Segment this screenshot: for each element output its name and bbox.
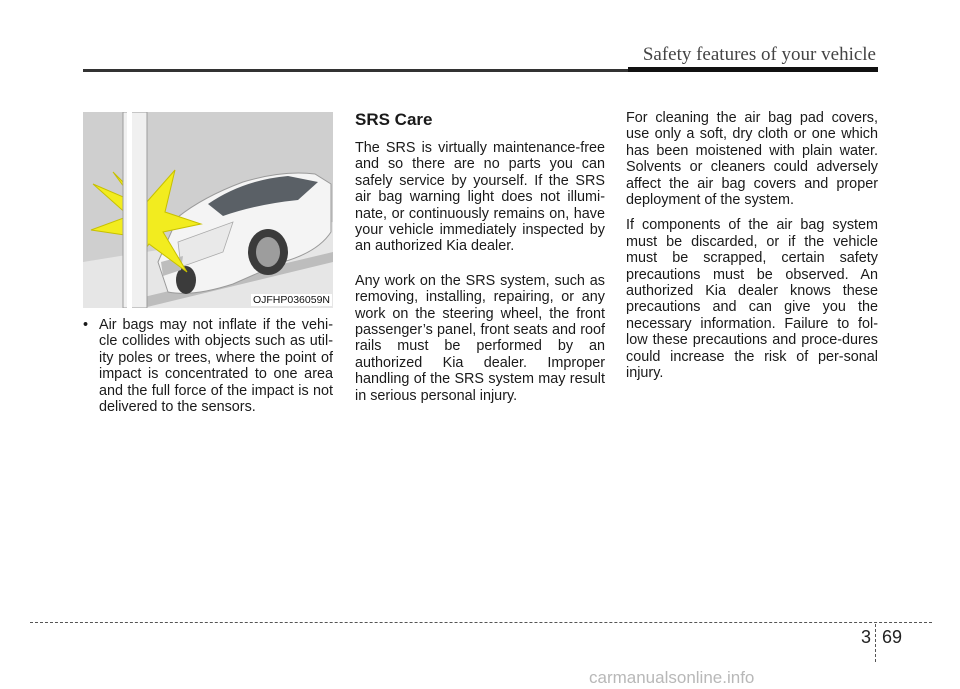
paragraph: The SRS is virtually maintenance-free and so there are no parts you can safely service by yourself. If the SRS air bag warning light does not illumi-nate, or continuously remains on, have your vehicle immediately inspected by an authorized Kia dealer. — [355, 140, 605, 255]
paragraph: If components of the air bag system must be discarded, or if the vehicle must be scrapped, certain safety precautions must be observed. An authorized Kia dealer knows these precautions and can give you the necessary information. Failure to fol-low these precautions and proce-dures could increase the risk of per-sonal injury. — [626, 217, 878, 382]
car-pole-illustration — [83, 112, 333, 308]
running-header-title: Safety features of your vehicle — [642, 44, 876, 65]
column-left — [83, 317, 333, 415]
figure-code-label: OJFHP036059N — [252, 294, 330, 306]
page-number: 69 — [882, 627, 903, 647]
figure-car-pole-collision — [83, 112, 333, 308]
section-heading: SRS Care — [355, 110, 433, 129]
bullet-text: Air bags may not inflate if the vehi-cle collides with objects such as util-ity poles or trees, where the point of impact is concentrated to one area and the full force of the impact is not delivered to the sensors. — [99, 317, 333, 416]
footer-divider — [875, 624, 876, 662]
paragraph: Any work on the SRS system, such as removing, installing, repairing, or any work on the steering wheel, the front passenger’s panel, front seats and roof rails must be performed by an authorized Kia dealer. Improper handling of the SRS system may result in serious personal injury. — [355, 272, 605, 404]
bullet-marker: • — [83, 317, 89, 333]
chapter-number: 3 — [861, 627, 872, 647]
watermark: carmanualsonline.info — [589, 668, 755, 687]
header-rule-accent — [628, 67, 878, 72]
footer-rule — [30, 622, 932, 623]
column-right — [626, 110, 878, 391]
paragraph: For cleaning the air bag pad covers, use only a soft, dry cloth or one which has been moistened with plain water. Solvents or cleaners could adversely affect the air bag covers and proper deployment of the system. — [626, 110, 878, 209]
bullet-item — [83, 317, 333, 415]
column-middle — [355, 110, 605, 413]
